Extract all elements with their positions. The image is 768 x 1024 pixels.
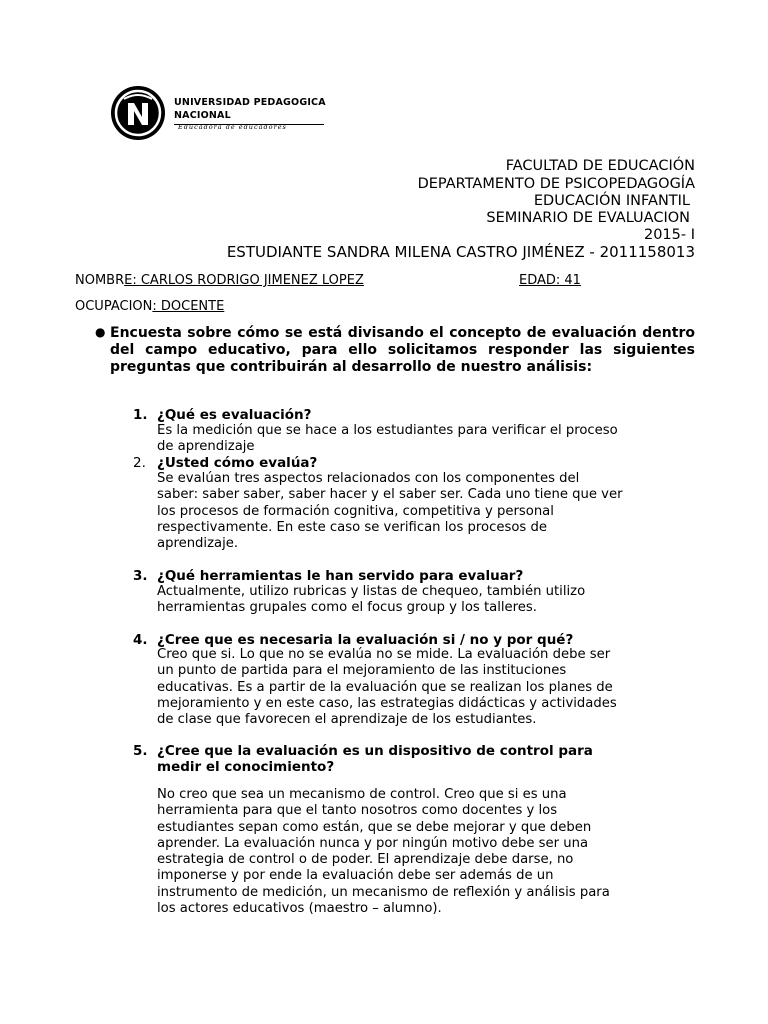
bullet-icon: ● — [95, 325, 106, 339]
age-field — [484, 273, 611, 288]
answer-line: respectivamente. En este caso se verifican los procesos de — [157, 519, 547, 535]
question-text: ¿Cree que la evaluación es un dispositivo de control para — [157, 743, 593, 759]
question-number: 5. — [133, 743, 148, 759]
answer-1 — [157, 423, 618, 456]
answer-line: imponerse y por ende la evaluación debe ser además de un — [157, 868, 554, 884]
logo-motto: Educadora de educadores — [178, 123, 287, 131]
answer-line: aprendizaje. — [157, 536, 239, 552]
answer-line: estrategia de control o de poder. El aprendizaje debe darse, no — [157, 852, 574, 868]
question-text: ¿Qué es evaluación? — [157, 407, 312, 423]
header-program: EDUCACIÓN INFANTIL — [533, 193, 690, 209]
header-seminar: SEMINARIO DE EVALUACION — [486, 210, 690, 226]
question-text-continued: medir el conocimiento? — [157, 759, 335, 775]
question-number: 2. — [133, 455, 146, 471]
occupation-label: OCUPACION — [75, 299, 153, 314]
answer-line: los actores educativos (maestro – alumno). — [157, 901, 442, 917]
answer-line: mejoramiento y en este caso, las estrategias didácticas y actividades — [157, 695, 617, 711]
name-label: NOMBR — [75, 273, 125, 288]
answer-line: aprender. La evaluación nunca y por ningún motivo debe ser una — [157, 835, 589, 851]
question-text: ¿Cree que es necesaria la evaluación si / no y por qué? — [157, 632, 574, 648]
question-4 — [133, 632, 573, 648]
logo-text — [174, 96, 326, 122]
question-1 — [133, 407, 311, 423]
name-field — [75, 273, 364, 288]
university-logo — [110, 85, 330, 145]
answer-line: un punto de partida para el mejoramiento de las instituciones — [157, 663, 567, 679]
occupation-value: : DOCENTE — [152, 299, 225, 314]
question-number: 4. — [133, 632, 148, 648]
question-2 — [133, 455, 317, 471]
question-3 — [133, 568, 523, 584]
answer-line: estudiantes sepan como están, que se debe mejorar y que deben — [157, 819, 592, 835]
header-student: ESTUDIANTE SANDRA MILENA CASTRO JIMÉNEZ - 2011158013 — [226, 243, 695, 261]
answer-line: Actualmente, utilizo rubricas y listas de chequeo, también utilizo — [157, 584, 586, 599]
answer-line: herramienta para que el tanto nosotros como docentes y los — [157, 803, 558, 819]
answer-line: No creo que sea un mecanismo de control. Creo que si es una — [157, 787, 567, 802]
answer-line: Creo que si. Lo que no se evalúa no se mide. La evaluación debe ser — [157, 647, 611, 662]
university-emblem-icon — [110, 85, 166, 141]
logo-line2: NACIONAL — [174, 110, 231, 121]
header-period: 2015- I — [643, 227, 695, 243]
answer-line: educativas. Es a partir de la evaluación que se realizan los planes de — [157, 679, 613, 695]
answer-line: Se evalúan tres aspectos relacionados con los componentes del — [157, 471, 580, 486]
header-faculty: FACULTAD DE EDUCACIÓN — [505, 158, 695, 174]
answer-line: de aprendizaje — [157, 439, 255, 455]
header-department: DEPARTAMENTO DE PSICOPEDAGOGÍA — [417, 176, 695, 192]
logo-line1: UNIVERSIDAD PEDAGOGICA — [174, 97, 326, 108]
answer-line: de clase que favorecen el aprendizaje de los estudiantes. — [157, 712, 537, 728]
answer-line: herramientas grupales como el focus group y los talleres. — [157, 600, 537, 616]
question-number: 1. — [133, 407, 148, 423]
intro-paragraph: Encuesta sobre cómo se está divisando el concepto de evaluación dentro del campo educativo, para ello solicitamos responder las siguientes preguntas que contribuirán al desarrollo de nuestro análisis: — [110, 325, 695, 375]
question-number: 3. — [133, 568, 148, 584]
name-value: E: CARLOS RODRIGO JIMENEZ LOPEZ — [124, 273, 364, 288]
answer-5 — [157, 787, 610, 917]
question-5 — [133, 743, 593, 775]
answer-line: los procesos de formación cognitiva, competitiva y personal — [157, 503, 554, 519]
answer-line: Es la medición que se hace a los estudiantes para verificar el proceso — [157, 423, 618, 438]
answer-4 — [157, 647, 617, 728]
answer-3 — [157, 584, 585, 617]
answer-2 — [157, 471, 623, 552]
age-value: EDAD: 41 — [519, 273, 581, 288]
answer-line: saber: saber saber, saber hacer y el saber ser. Cada uno tiene que ver — [157, 487, 623, 503]
question-text: ¿Qué herramientas le han servido para evaluar? — [157, 568, 524, 584]
occupation-field — [75, 299, 302, 314]
question-text: ¿Usted cómo evalúa? — [157, 455, 318, 471]
answer-line: instrumento de medición, un mecanismo de reflexión y análisis para — [157, 884, 610, 900]
